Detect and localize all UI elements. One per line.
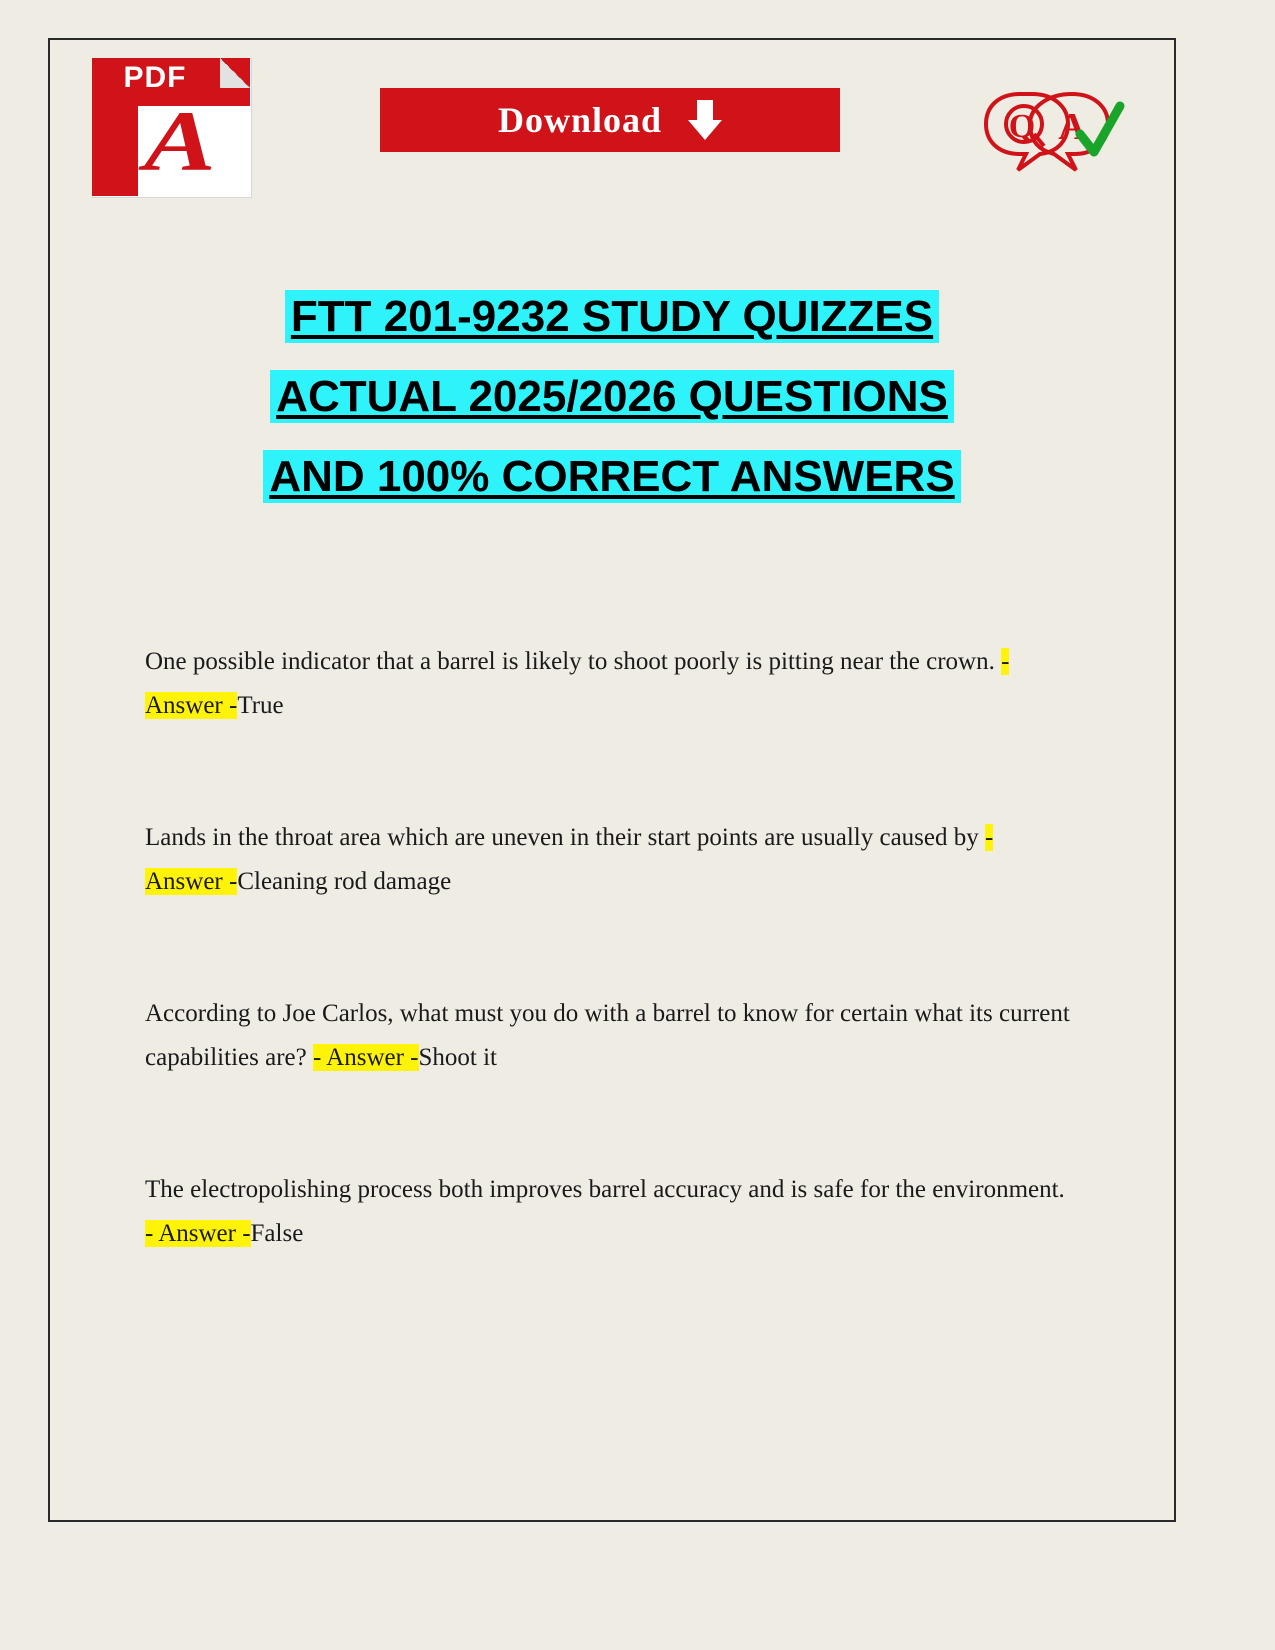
qa-answer: Cleaning rod damage — [237, 868, 452, 895]
qa-question: One possible indicator that a barrel is likely to shoot poorly is pitting near the crown. — [145, 648, 1002, 675]
pdf-icon-spine — [92, 106, 138, 196]
download-arrow-icon — [688, 100, 722, 140]
title-line-1 — [50, 288, 1174, 346]
qa-item — [145, 1168, 1075, 1256]
title-line-2 — [50, 368, 1174, 426]
title-line-3 — [50, 448, 1174, 506]
qa-logo-a: A — [1058, 106, 1086, 148]
qa-item — [145, 816, 1075, 904]
title-line-1-text: FTT 201-9232 STUDY QUIZZES — [285, 290, 939, 343]
qa-question: The electropolishing process both improves barrel accuracy and is safe for the environment. — [145, 1176, 1065, 1203]
acrobat-a-icon: A — [144, 93, 216, 189]
qa-answer: Shoot it — [418, 1044, 497, 1071]
pdf-icon-label: PDF — [123, 61, 187, 94]
qa-item — [145, 640, 1075, 728]
qa-question: Lands in the throat area which are uneven in their start points are usually caused by — [145, 824, 985, 851]
qa-list — [145, 640, 1075, 1256]
answer-marker: - Answer - — [145, 824, 994, 895]
qa-logo — [976, 82, 1126, 182]
title-line-3-text: AND 100% CORRECT ANSWERS — [263, 450, 960, 503]
qa-answer: False — [250, 1220, 304, 1247]
pdf-icon-fold — [220, 58, 250, 88]
answer-marker: - Answer - — [145, 648, 1010, 719]
download-button[interactable] — [380, 88, 840, 152]
document-page — [48, 38, 1176, 1522]
answer-marker: - Answer - — [145, 1220, 251, 1247]
page-title — [50, 288, 1174, 528]
download-button-label: Download — [497, 100, 663, 140]
answer-marker: - Answer - — [312, 1044, 419, 1071]
document-header — [50, 40, 1174, 200]
check-icon — [1080, 106, 1120, 152]
title-line-2-text: ACTUAL 2025/2026 QUESTIONS — [270, 370, 954, 423]
qa-logo-q: Q — [1008, 108, 1036, 145]
qa-item — [145, 992, 1075, 1080]
pdf-file-icon — [92, 58, 250, 196]
qa-answer: True — [237, 692, 284, 719]
qa-question: According to Joe Carlos, what must you do with a barrel to know for certain what its current capabilities are? — [145, 1000, 1070, 1071]
